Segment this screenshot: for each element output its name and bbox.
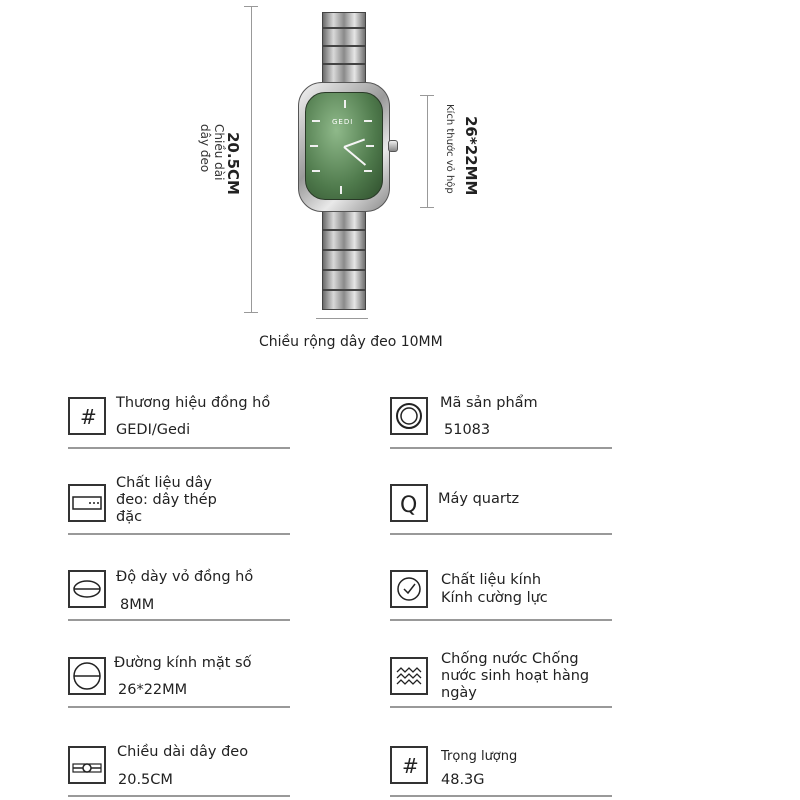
- spec-divider: [68, 619, 290, 621]
- watch-brand-text: GEDI: [332, 118, 354, 126]
- dimension-cap: [420, 207, 434, 208]
- band-link: [322, 46, 366, 64]
- spec-divider: [390, 706, 612, 708]
- spec-divider: [390, 795, 612, 797]
- total-length-label: Chiều dài dây đeo: [198, 124, 226, 181]
- svg-text:#: #: [80, 405, 97, 429]
- hash-icon: [68, 397, 106, 435]
- spec-divider: [68, 706, 290, 708]
- case-thickness-icon: [68, 570, 106, 608]
- band-width-line: [316, 318, 368, 319]
- hour-marker: [310, 145, 318, 147]
- hash-icon: [390, 746, 428, 784]
- ring-icon: [390, 397, 428, 435]
- total-length-value: 20.5CM: [224, 132, 242, 195]
- spec-label-water-resistance: Chống nước Chống nước sinh hoạt hàng ngày: [441, 651, 590, 701]
- band-link: [322, 290, 366, 310]
- dimension-cap: [244, 312, 258, 313]
- spec-label-weight: Trọng lượng: [441, 749, 518, 764]
- case-dimension-line: [427, 95, 428, 207]
- case-size-value: 26*22MM: [462, 116, 480, 196]
- spec-label-dial-diameter: Đường kính mặt số: [114, 655, 252, 671]
- spec-divider: [390, 619, 612, 621]
- band-link: [322, 210, 366, 230]
- spec-label-brand: Thương hiệu đồng hồ: [116, 395, 271, 411]
- spec-value-glass-material: Kính cường lực: [441, 590, 548, 606]
- strap-icon: [68, 484, 106, 522]
- hour-marker: [364, 120, 372, 122]
- hour-marker: [366, 145, 374, 147]
- spec-divider: [68, 795, 290, 797]
- dial-diameter-icon: [68, 657, 106, 695]
- spec-label-strap-material: Chất liệu dây đeo: dây thép đặc: [116, 475, 217, 525]
- hour-marker: [312, 120, 320, 122]
- band-width-caption: Chiều rộng dây đeo 10MM: [259, 334, 443, 350]
- svg-text:#: #: [402, 754, 419, 778]
- band-link: [322, 250, 366, 270]
- hour-marker: [340, 186, 342, 194]
- clock-icon: [390, 570, 428, 608]
- spec-divider: [390, 447, 612, 449]
- band-link: [322, 230, 366, 250]
- water-resistance-icon: [390, 657, 428, 695]
- band-length-icon: [68, 746, 106, 784]
- svg-text:Q: Q: [400, 493, 418, 518]
- hour-marker: [312, 170, 320, 172]
- band-link: [322, 28, 366, 46]
- band-link: [322, 64, 366, 84]
- length-dimension-line: [251, 6, 252, 312]
- spec-label-movement: Máy quartz: [438, 491, 520, 507]
- hour-marker: [344, 100, 346, 108]
- spec-divider: [390, 533, 612, 535]
- watch-crown: [388, 140, 398, 152]
- spec-divider: [68, 447, 290, 449]
- hour-marker: [364, 170, 372, 172]
- quartz-icon: [390, 484, 428, 522]
- spec-value-band-length: 20.5CM: [118, 772, 173, 788]
- spec-value-case-thickness: 8MM: [120, 597, 155, 613]
- spec-divider: [68, 533, 290, 535]
- band-link: [322, 270, 366, 290]
- spec-label-glass-material: Chất liệu kính: [441, 572, 542, 588]
- spec-value-brand: GEDI/Gedi: [116, 422, 191, 438]
- band-link: [322, 12, 366, 28]
- spec-label-band-length: Chiều dài dây đeo: [117, 744, 249, 760]
- case-size-label: Kích thước vỏ hộp: [444, 104, 455, 194]
- spec-value-weight: 48.3G: [441, 772, 485, 788]
- spec-label-case-thickness: Độ dày vỏ đồng hồ: [116, 569, 254, 585]
- spec-value-dial-diameter: 26*22MM: [118, 682, 188, 698]
- spec-value-product-code: 51083: [444, 422, 491, 438]
- spec-label-product-code: Mã sản phẩm: [440, 395, 538, 411]
